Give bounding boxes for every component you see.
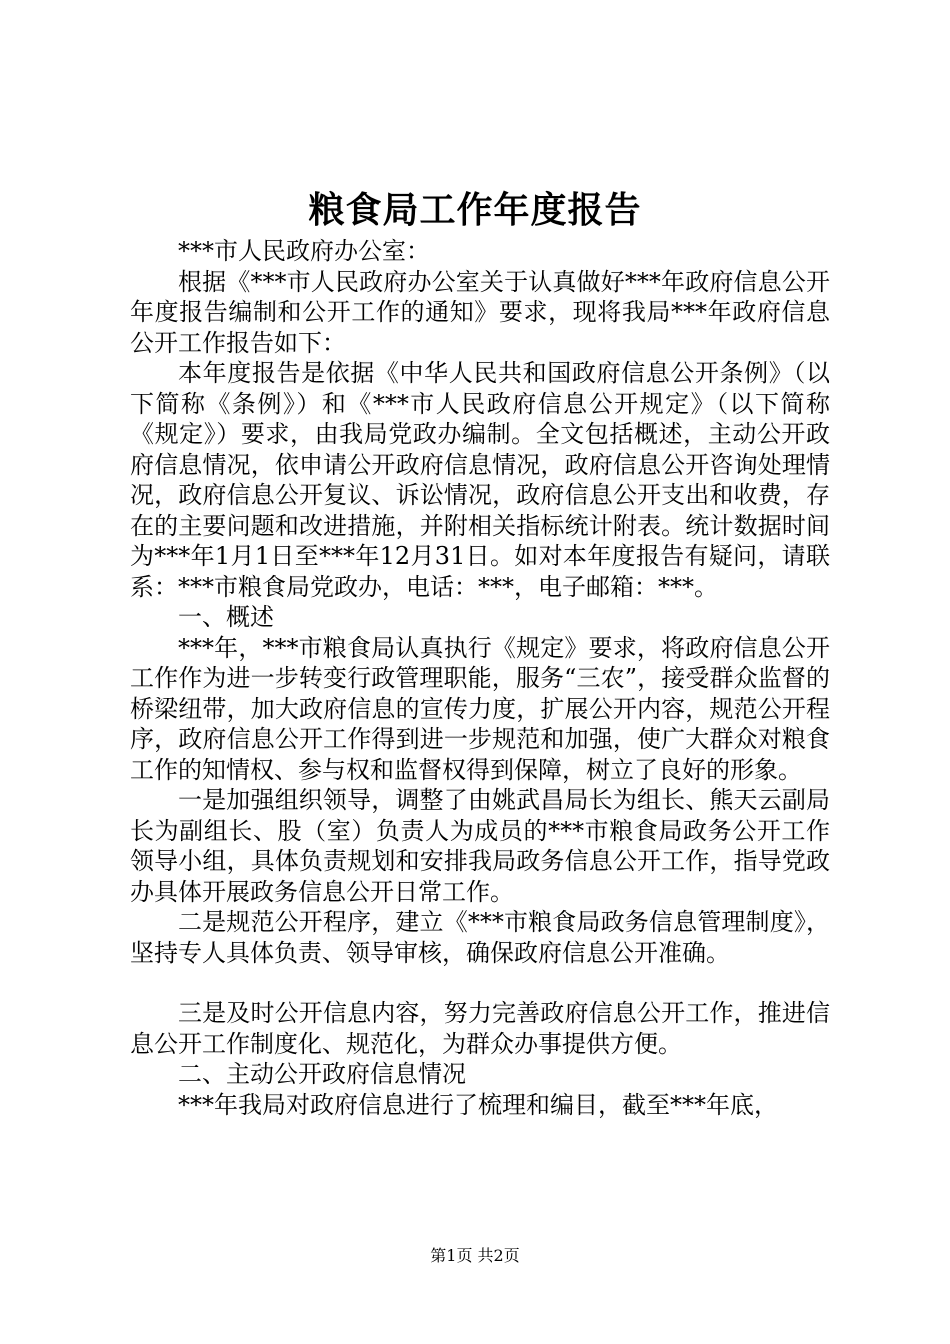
paragraph-intro: 根据《***市人民政府办公室关于认真做好***年政府信息公开年度报告编制和公开工作的通知》要求，现将我局***年政府信息公开工作报告如下： (130, 267, 830, 357)
section-heading-overview: 一、概述 (178, 603, 274, 631)
section-heading-active-disclosure: 二、主动公开政府信息情况 (178, 1060, 466, 1088)
document-title: 粮食局工作年度报告 (308, 189, 642, 231)
paragraph-point-one: 一是加强组织领导，调整了由姚武昌局长为组长、熊天云副局长为副组长、股（室）负责人为成员的***市粮食局政务公开工作领导小组，具体负责规划和安排我局政务信息公开工作，指导党政办具体开展政务信息公开日常工作。 (130, 786, 830, 906)
paragraph-point-two: 二是规范公开程序，建立《***市粮食局政务信息管理制度》，坚持专人具体负责、领导审核，确保政府信息公开准确。 (130, 908, 830, 967)
paragraph-point-three: 三是及时公开信息内容，努力完善政府信息公开工作，推进信息公开工作制度化、规范化，为群众办事提供方便。 (130, 999, 830, 1058)
salutation: ***市人民政府办公室： (178, 237, 430, 265)
paragraph-active-disclosure: ***年我局对政府信息进行了梳理和编目，截至***年底， (178, 1090, 778, 1119)
document-body (130, 236, 830, 1120)
page-number: 第1页 共2页 (430, 1246, 520, 1265)
paragraph-basis: 本年度报告是依据《中华人民共和国政府信息公开条例》（以下简称《条例》）和《***市人民政府信息公开规定》（以下简称《规定》）要求，由我局党政办编制。全文包括概述，主动公开政府信息情况，依申请公开政府信息情况，政府信息公开咨询处理情况，政府信息公开复议、诉讼情况，政府信息公开支出和收费，存在的主要问题和改进措施，并附相关指标统计附表。统计数据时间为***年1月1日至***年12月31日。如对本年度报告有疑问，请联系：***市粮食局党政办，电话：***，电子邮箱：***。 (130, 359, 830, 601)
paragraph-overview: ***年，***市粮食局认真执行《规定》要求，将政府信息公开工作作为进一步转变行政管理职能，服务“三农”，接受群众监督的桥梁纽带，加大政府信息的宣传力度，扩展公开内容，规范公开程序，政府信息公开工作得到进一步规范和加强，使广大群众对粮食工作的知情权、参与权和监督权得到保障，树立了良好的形象。 (130, 633, 830, 784)
